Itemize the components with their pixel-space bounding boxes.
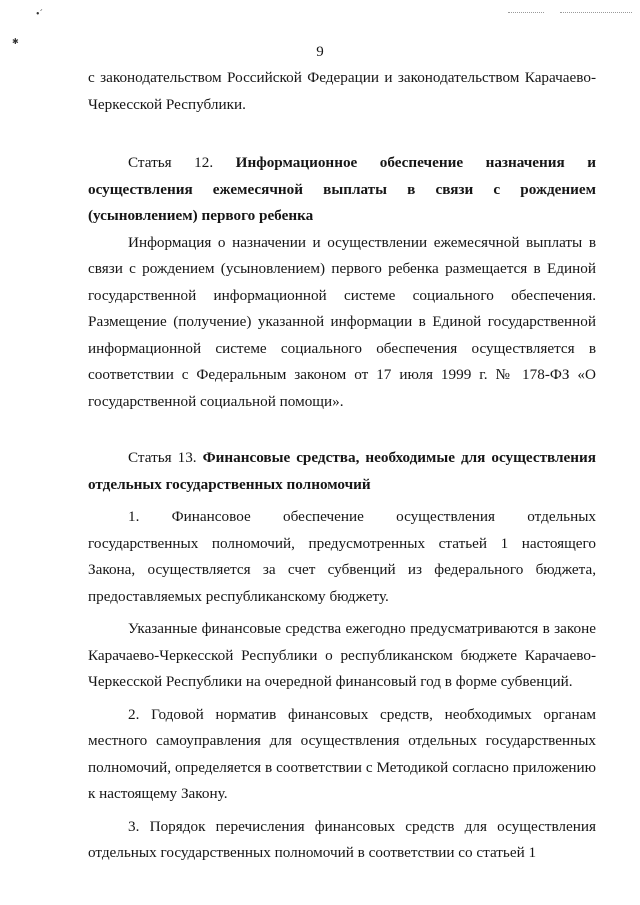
scan-artifact-dots — [508, 12, 544, 14]
article-13-heading — [88, 445, 596, 498]
scan-artifact-mark: ✱ — [12, 37, 19, 46]
article-12-heading — [88, 150, 596, 230]
article-13-part-1-continued: Указанные финансовые средства ежегодно предусматриваются в законе Карачаево-Черкесской Республики о республиканском бюджете Карачаево-Черкесской Республики на очередной финансовый год в форме субвенций. — [88, 620, 596, 690]
document-body — [88, 65, 596, 867]
article-13-part-1: 1. Финансовое обеспечение осуществления отдельных государственных полномочий, предусмотренных статьей 1 настоящего Закона, осуществляется за счет субвенций из федерального бюджета, предоставляемых республиканскому бюджету. — [88, 508, 596, 605]
article-13-number: Статья 13. — [128, 449, 197, 466]
article-13-title: Финансовые средства, необходимые для осуществления отдельных государственных полномочий — [88, 449, 597, 493]
article-13-part-2: 2. Годовой норматив финансовых средств, необходимых органам местного самоуправления для осуществления отдельных государственных полномочий, определяется в соответствии с Методикой согласно приложению к настоящему Закону. — [88, 705, 596, 802]
article-12-body: Информация о назначении и осуществлении ежемесячной выплаты в связи с рождением (усыновлением) первого ребенка размещается в Единой государственной информационной системе социального обеспечения. Размещение (получение) указанной информации в Единой государственной информационной системе социального обеспечения осуществляется в соответствии с Федеральным законом от 17 июля 1999 г. № 178-ФЗ «О государственной социальной помощи». — [88, 233, 596, 410]
article-13-part-3: 3. Порядок перечисления финансовых средств для осуществления отдельных государственных полномочий в соответствии со статьей 1 — [88, 817, 596, 861]
page-number: 9 — [316, 44, 324, 60]
paragraph-continuation: с законодательством Российской Федерации и законодательством Карачаево-Черкесской Республики. — [88, 69, 596, 113]
article-12-title: Информационное обеспечение назначения и осуществления ежемесячной выплаты в связи с рождением (усыновлением) первого ребенка — [88, 154, 597, 224]
scan-artifact-dots — [560, 12, 632, 14]
article-12-number: Статья 12. — [128, 154, 214, 171]
scan-artifact-mark: •´ — [36, 9, 43, 20]
